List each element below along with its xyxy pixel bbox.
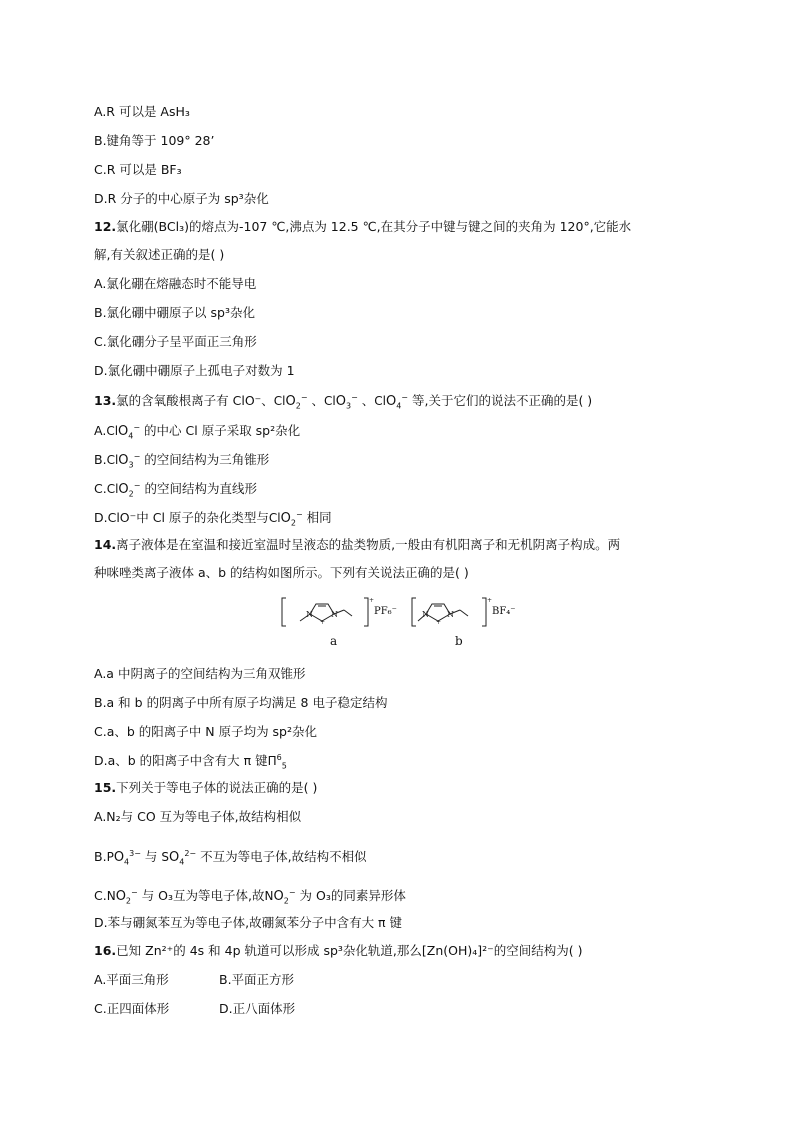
perchlorate-ion: ClO$_4$− xyxy=(374,393,408,411)
nitrite-ion: $NO_2^-$ xyxy=(106,888,138,906)
q11-option-c: C.R 可以是 BF₃ xyxy=(94,162,182,177)
svg-text:+: + xyxy=(436,619,442,626)
phosphate-ion: $PO_4^{3-}$ xyxy=(106,849,141,867)
perchlorate-ion: ClO$_4$− xyxy=(106,423,141,441)
q13-option-d: D.ClO⁻中 Cl 原子的杂化类型与ClO$_2$− 相同 xyxy=(94,510,332,528)
chlorate-ion: ClO$_3$− xyxy=(106,452,141,470)
svg-text:+: + xyxy=(369,597,375,604)
structure-a xyxy=(282,597,374,626)
svg-text:+: + xyxy=(487,597,493,604)
q13-stem: 13.氯的含氧酸根离子有 ClO⁻、ClO$_2$− 、ClO$_3$− 、ClO$_4$− 等,关于它们的说法不正确的是( ) xyxy=(94,393,593,411)
chlorite-ion: ClO$_2$− xyxy=(273,393,308,411)
q15-option-d: D.苯与硼氮苯互为等电子体,故硼氮苯分子中含有大 π 键 xyxy=(94,915,403,930)
q15-stem: 15.下列关于等电子体的说法正确的是( ) xyxy=(94,780,318,795)
q12-option-a: A.氯化硼在熔融态时不能导电 xyxy=(94,276,257,291)
pi-bond-notation: $\Pi^6_5$ xyxy=(267,753,287,771)
svg-text:N: N xyxy=(306,610,313,619)
svg-text:+: + xyxy=(320,619,326,626)
q11-option-a: A.R 可以是 AsH₃ xyxy=(94,104,190,119)
q11-option-b: B.键角等于 109° 28’ xyxy=(94,133,215,148)
chlorate-ion: ClO$_3$− xyxy=(324,393,358,411)
structure-b xyxy=(412,597,492,626)
fig-a-label: a xyxy=(330,634,338,648)
q16-stem: 16.已知 Zn²⁺的 4s 和 4p 轨道可以形成 sp³杂化轨道,那么[Zn(OH)₄]²⁻的空间结构为( ) xyxy=(94,943,583,958)
svg-text:N: N xyxy=(447,610,454,619)
q16-number: 16. xyxy=(94,943,117,958)
q13-option-c: C.ClO$_2$− 的空间结构为直线形 xyxy=(94,481,257,499)
ionic-liquid-structures-figure xyxy=(280,596,520,652)
fig-b-anion: BF₄⁻ xyxy=(492,606,516,617)
q14-stem-line2: 种咪唑类离子液体 a、b 的结构如图所示。下列有关说法正确的是( ) xyxy=(94,565,469,580)
q14-option-a: A.a 中阴离子的空间结构为三角双锥形 xyxy=(94,666,306,681)
q14-number: 14. xyxy=(94,537,117,552)
q12-option-b: B.氯化硼中硼原子以 sp³杂化 xyxy=(94,305,255,320)
q12-number: 12. xyxy=(94,219,117,234)
chlorite-ion: ClO$_2$− xyxy=(106,481,141,499)
fig-a-anion: PF₆⁻ xyxy=(374,606,397,617)
imidazolium-structures-svg xyxy=(280,596,520,636)
q13-option-a: A.ClO$_4$− 的中心 Cl 原子采取 sp²杂化 xyxy=(94,423,301,441)
q15-option-b: $B.PO_4^{3-}$ 与 $SO_4^{2-}$ 不互为等电子体,故结构不相似 xyxy=(94,849,367,867)
chlorite-ion: ClO$_2$− xyxy=(268,510,303,528)
q11-option-d: D.R 分子的中心原子为 sp³杂化 xyxy=(94,191,269,206)
q15-option-c: $C.NO_2^-$ 与 O₃互为等电子体,故$NO_2^-$ 为 O₃的同素异形体 xyxy=(94,888,406,906)
svg-text:N: N xyxy=(331,610,338,619)
q14-option-c: C.a、b 的阳离子中 N 原子均为 sp²杂化 xyxy=(94,724,317,739)
q14-stem-line1: 14.离子液体是在室温和接近室温时呈液态的盐类物质,一般由有机阳离子和无机阴离子构成。两 xyxy=(94,537,621,552)
sulfate-ion: $SO_4^{2-}$ xyxy=(161,849,197,867)
q12-stem-line2: 解,有关叙述正确的是( ) xyxy=(94,247,225,262)
q14-option-d: D.a、b 的阳离子中含有大 π 键$\Pi^6_5$ xyxy=(94,753,287,771)
q16-option-c: C.正四面体形 xyxy=(94,1001,170,1016)
q13-number: 13. xyxy=(94,393,117,408)
svg-text:N: N xyxy=(422,610,429,619)
q16-option-b: B.平面正方形 xyxy=(219,972,295,987)
nitrite-ion: $NO_2^-$ xyxy=(264,888,296,906)
q15-number: 15. xyxy=(94,780,117,795)
q12-option-c: C.氯化硼分子呈平面正三角形 xyxy=(94,334,257,349)
q16-option-d: D.正八面体形 xyxy=(219,1001,296,1016)
q16-option-a: A.平面三角形 xyxy=(94,972,169,987)
q12-stem-line1: 12.氯化硼(BCl₃)的熔点为-107 ℃,沸点为 12.5 ℃,在其分子中键与键之间的夹角为 120°,它能水 xyxy=(94,219,632,234)
q14-option-b: B.a 和 b 的阴离子中所有原子均满足 8 电子稳定结构 xyxy=(94,695,388,710)
q13-option-b: B.ClO$_3$− 的空间结构为三角锥形 xyxy=(94,452,270,470)
fig-b-label: b xyxy=(455,634,463,648)
q12-option-d: D.氯化硼中硼原子上孤电子对数为 1 xyxy=(94,363,295,378)
q15-option-a: A.N₂与 CO 互为等电子体,故结构相似 xyxy=(94,809,302,824)
